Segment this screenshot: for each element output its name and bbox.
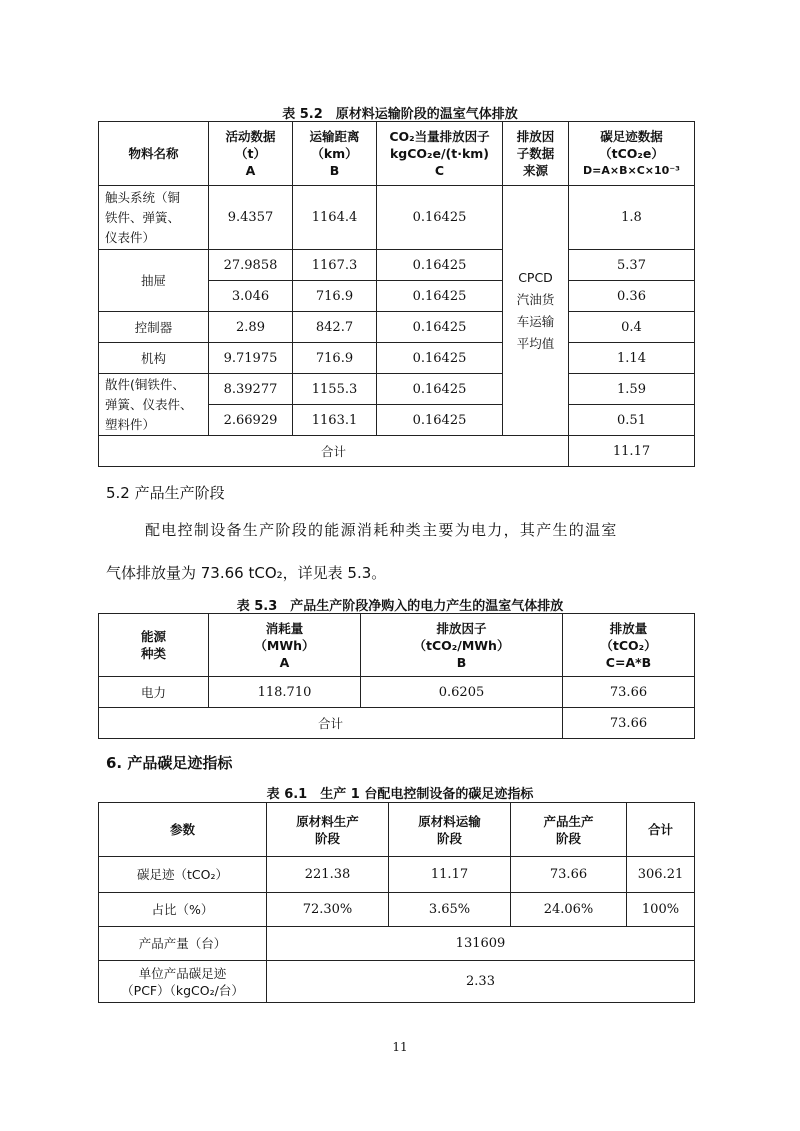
table-6-1 (98, 802, 695, 1003)
header-raw-material-transport: 原材料运输 阶段 (389, 803, 511, 857)
table-5-2 (98, 121, 695, 467)
distance-cell: 842.7 (293, 312, 377, 343)
footprint-cell: 1.59 (569, 374, 695, 405)
distance-cell: 716.9 (293, 343, 377, 374)
value-cell: 11.17 (389, 857, 511, 893)
pcf-value: 2.33 (267, 961, 695, 1003)
header-parameter: 参数 (99, 803, 267, 857)
output-label: 产品产量（台） (99, 927, 267, 961)
material-name-cell: 散件(铜铁件、 弹簧、仪表件、 塑料件） (99, 374, 209, 436)
footprint-cell: 0.36 (569, 281, 695, 312)
distance-cell: 1163.1 (293, 405, 377, 436)
value-cell: 3.65% (389, 893, 511, 927)
distance-cell: 716.9 (293, 281, 377, 312)
share-label: 占比（%） (99, 893, 267, 927)
material-name-cell: 机构 (99, 343, 209, 374)
table-row (99, 374, 695, 405)
section-6-heading: 6. 产品碳足迹指标 (106, 754, 233, 772)
activity-cell: 9.4357 (209, 186, 293, 250)
factor-cell: 0.16425 (377, 312, 503, 343)
table-row (99, 436, 695, 467)
factor-cell: 0.16425 (377, 186, 503, 250)
footprint-cell: 1.14 (569, 343, 695, 374)
paragraph-line-2: 气体排放量为 73.66 tCO₂，详见表 5.3。 (106, 564, 387, 582)
header-raw-material-production: 原材料生产 阶段 (267, 803, 389, 857)
factor-cell: 0.16425 (377, 343, 503, 374)
header-carbon-footprint-line2: （tCO₂e） (599, 146, 664, 161)
header-activity-data: 活动数据 （t） A (209, 122, 293, 186)
footprint-cell: 0.4 (569, 312, 695, 343)
activity-cell: 2.66929 (209, 405, 293, 436)
activity-cell: 27.9858 (209, 250, 293, 281)
table-row (99, 927, 695, 961)
header-carbon-footprint (569, 122, 695, 186)
table-5-2-caption: 表 5.2 原材料运输阶段的温室气体排放 (282, 107, 518, 122)
header-material-name: 物料名称 (99, 122, 209, 186)
table-row (99, 961, 695, 1003)
header-product-production: 产品生产 阶段 (511, 803, 627, 857)
output-value: 131609 (267, 927, 695, 961)
activity-cell: 2.89 (209, 312, 293, 343)
footprint-cell: 0.51 (569, 405, 695, 436)
value-cell: 72.30% (267, 893, 389, 927)
table-row (99, 343, 695, 374)
total-label: 合计 (99, 708, 563, 739)
material-name-cell: 触头系统（铜 铁件、弹簧、 仪表件） (99, 186, 209, 250)
value-cell: 24.06% (511, 893, 627, 927)
table-row (99, 708, 695, 739)
distance-cell: 1167.3 (293, 250, 377, 281)
table-6-1-caption: 表 6.1 生产 1 台配电控制设备的碳足迹指标 (266, 787, 534, 802)
factor-cell: 0.16425 (377, 281, 503, 312)
header-distance: 运输距离 （km） B (293, 122, 377, 186)
total-value: 73.66 (563, 708, 695, 739)
factor-cell: 0.16425 (377, 405, 503, 436)
value-cell: 73.66 (511, 857, 627, 893)
factor-cell: 0.16425 (377, 374, 503, 405)
footprint-cell: 1.8 (569, 186, 695, 250)
table-row (99, 312, 695, 343)
table-row (99, 893, 695, 927)
table-5-3 (98, 613, 695, 739)
material-name-cell: 抽屉 (99, 250, 209, 312)
header-consumption: 消耗量 （MWh） A (209, 614, 361, 677)
footprint-cell: 5.37 (569, 250, 695, 281)
table-row (99, 250, 695, 281)
page-number: 11 (392, 1040, 408, 1054)
consumption-cell: 118.710 (209, 677, 361, 708)
table-row (99, 186, 695, 250)
header-emission-factor: CO₂当量排放因子 kgCO₂e/(t·km) C (377, 122, 503, 186)
table-row (99, 857, 695, 893)
carbon-footprint-label: 碳足迹（tCO₂） (99, 857, 267, 893)
table-row (99, 122, 695, 186)
table-row (99, 677, 695, 708)
value-cell: 100% (627, 893, 695, 927)
header-emissions: 排放量 （tCO₂） C=A*B (563, 614, 695, 677)
header-total: 合计 (627, 803, 695, 857)
table-row (99, 614, 695, 677)
total-label: 合计 (99, 436, 569, 467)
distance-cell: 1164.4 (293, 186, 377, 250)
header-factor-source: 排放因 子数据 来源 (503, 122, 569, 186)
factor-cell: 0.6205 (361, 677, 563, 708)
total-value: 11.17 (569, 436, 695, 467)
factor-source-cell: CPCD 汽油货 车运输 平均值 (503, 186, 569, 436)
pcf-label: 单位产品碳足迹 （PCF）（kgCO₂/台） (99, 961, 267, 1003)
value-cell: 306.21 (627, 857, 695, 893)
header-carbon-footprint-line1: 碳足迹数据 (600, 129, 663, 144)
table-5-3-caption: 表 5.3 产品生产阶段净购入的电力产生的温室气体排放 (236, 599, 564, 614)
factor-cell: 0.16425 (377, 250, 503, 281)
header-energy-type: 能源 种类 (99, 614, 209, 677)
value-cell: 221.38 (267, 857, 389, 893)
header-emission-factor: 排放因子 （tCO₂/MWh） B (361, 614, 563, 677)
header-carbon-footprint-formula: D=A×B×C×10⁻³ (583, 164, 680, 177)
paragraph-line-1: 配电控制设备生产阶段的能源消耗种类主要为电力，其产生的温室 (145, 521, 618, 539)
section-5-2-heading: 5.2 产品生产阶段 (106, 484, 225, 502)
distance-cell: 1155.3 (293, 374, 377, 405)
energy-type-cell: 电力 (99, 677, 209, 708)
activity-cell: 8.39277 (209, 374, 293, 405)
table-row (99, 803, 695, 857)
emissions-cell: 73.66 (563, 677, 695, 708)
activity-cell: 3.046 (209, 281, 293, 312)
material-name-cell: 控制器 (99, 312, 209, 343)
activity-cell: 9.71975 (209, 343, 293, 374)
